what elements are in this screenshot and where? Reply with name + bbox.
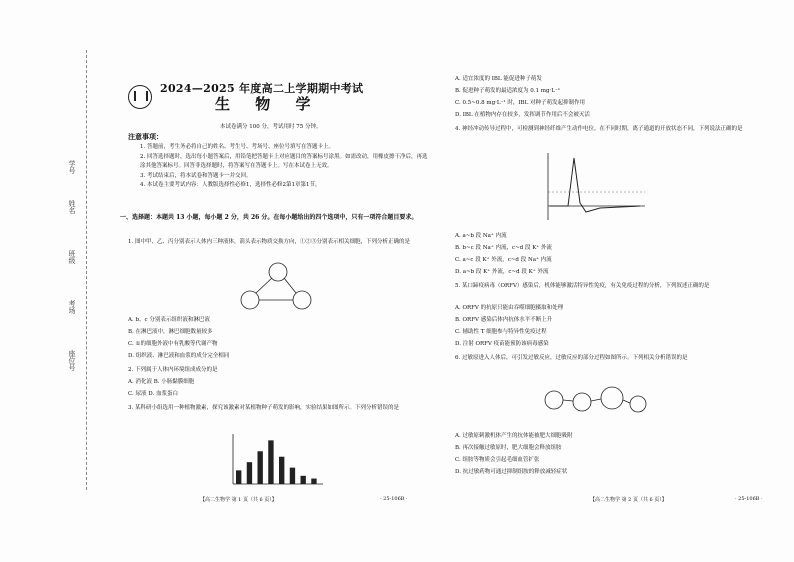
- binding-label: 学号: [68, 160, 76, 174]
- chart-bar: [268, 440, 273, 484]
- question-line: D. 抗过敏药物可通过抑制组胺的释放减轻症状: [455, 469, 568, 475]
- question-line: A. ORFV 的抗原只能由吞噬细胞摄取和处理: [455, 305, 564, 311]
- binding-dash-line: [86, 50, 87, 490]
- question-line: 4. 神经冲动传导过程中，可检测到神经纤维产生动作电位。在不同时期，离子通道的开放状态不同，下列说法正确的是: [455, 126, 743, 132]
- question-line: 5. 某口蹄疫病毒（ORFV）感染后，机体能够激活特异性免疫，有关免疫过程的分析，下列叙述正确的是: [455, 283, 710, 289]
- question-line: 1. 图中甲、乙、丙分别表示人体内三种液体，箭头表示物质交换方向，①②③分别表示相关细胞，下列分析正确的是: [128, 239, 410, 245]
- diagram-arrow: [256, 278, 272, 293]
- allergy-diagram: [540, 372, 650, 427]
- question-line: 6. 过敏原进入人体后，可引发过敏反应，过敏反应的部分过程如图所示。下列相关分析错误的是: [455, 355, 688, 361]
- question-line: B. b~c 段 Na⁺ 内流，c~d 段 K⁺ 外流: [455, 245, 552, 251]
- diagram-arrow: [591, 399, 601, 401]
- question-line: B. 促进种子萌发的最适浓度为 0.1 mg·L⁻¹: [455, 88, 561, 94]
- question-line: A. a~b 段 Na⁺ 内流: [455, 233, 507, 239]
- note-item: 2. 回答选择题时，选出每小题答案后，用铅笔把答题卡上对应题目的答案标号涂黑。如需改动，用橡皮擦干净后，再选涂其他答案标号。回答非选择题时，将答案写在答题卡上。写在本试卷上无效。: [140, 153, 428, 169]
- notes-list: [140, 143, 430, 191]
- chart-bar: [236, 470, 241, 484]
- diagram-cell: [545, 391, 563, 409]
- diagram-cell: [630, 396, 646, 412]
- action-potential-graph: [540, 148, 650, 228]
- diagram-arrow: [563, 400, 573, 401]
- binding-label: 考场: [68, 300, 76, 314]
- footer-right: 【高二生物学 第 2 页（共 6 页）】: [590, 497, 667, 503]
- footer-right-code: · 25-106B ·: [735, 496, 763, 502]
- diagram-cell: [573, 393, 591, 411]
- exam-subject: 生 物 学: [215, 95, 321, 113]
- question-line: A. 适宜浓度的 IBL 能促进种子萌发: [455, 76, 542, 82]
- binding-label: 座位号: [68, 350, 76, 371]
- question-line: A. b、c 分别表示组织液和淋巴液: [128, 317, 210, 323]
- chart-bar: [290, 468, 295, 484]
- exam-title: 2024—2025 年度高二上学期期中考试: [160, 82, 364, 95]
- question-line: C. ①的细胞外液中有乳酸等代谢产物: [128, 341, 218, 347]
- note-item: 4. 本试卷主要考试内容：人教版选择性必修1，选择性必修2第1章第1节。: [140, 182, 321, 188]
- footer-left-code: · 25-106B ·: [380, 496, 408, 502]
- fluid-exchange-diagram: [230, 262, 320, 314]
- diagram-node: [293, 291, 311, 309]
- chart-bar: [258, 451, 263, 484]
- question-line: C. 尿液 D. 血浆蛋白: [128, 391, 178, 397]
- note-item: 1. 答题前，考生务必将自己的姓名、考生号、考场号、座位号填写在答题卡上。: [140, 144, 334, 150]
- binding-label: 姓名: [68, 200, 76, 214]
- exam-meta: 本试卷满分 100 分，考试用时 75 分钟。: [220, 124, 322, 130]
- question-line: C. 辅助性 T 细胞参与特异性免疫过程: [455, 329, 547, 335]
- chart-bar: [279, 457, 284, 484]
- question-line: B. ORFV 感染后体内抗体水平不断上升: [455, 317, 553, 323]
- diagram-arrow: [284, 278, 296, 293]
- question-line: 3. 某科研小组选用一种植物激素，探究该激素对某植物种子萌发的影响，实验结果如图所示。下列分析错误的是: [128, 405, 399, 411]
- diagram-node: [241, 291, 259, 309]
- diagram-arrow: [623, 400, 630, 403]
- chart-bar: [301, 476, 306, 484]
- question-line: C. 0.5~0.8 mg·L⁻¹ 时，IBL 对种子萌发起抑制作用: [455, 100, 585, 106]
- question-line: A. 过敏原刺激机体产生的抗体能被肥大细胞吸附: [455, 433, 573, 439]
- question-line: 2. 下列属于人体内环境组成成分的是: [128, 367, 218, 373]
- footer-left: 【高二生物学 第 1 页（共 6 页）】: [200, 497, 277, 503]
- chart-bar: [311, 479, 316, 484]
- question-line: C. a~c 段 K⁺ 外流，c~d 段 Na⁺ 内流: [455, 257, 552, 263]
- graph-curve: [550, 158, 640, 212]
- note-item: 3. 考试结束后，将本试卷和答题卡一并交回。: [140, 172, 252, 179]
- question-line: C. 组胺等物质会引起毛细血管扩张: [455, 457, 540, 463]
- question-line: D. 注射 ORFV 疫苗能预防该病毒感染: [455, 341, 549, 347]
- school-logo-icon: [128, 85, 152, 109]
- diagram-cell: [601, 387, 623, 409]
- chart-bar: [247, 462, 252, 484]
- section-heading: 一、选择题：本题共 13 小题，每小题 2 分，共 26 分。在每小题给出的四个选项中，只有一项符合题目要求。: [120, 214, 418, 221]
- notes-heading: 注意事项：: [128, 132, 163, 141]
- bar-chart: [225, 432, 325, 490]
- question-line: B. 再次接触过敏原时，肥大细胞会释放组胺: [455, 445, 562, 451]
- question-line: D. IBL 在植物内存在较多，发挥调节作用后不会被灭活: [455, 112, 590, 118]
- question-line: D. a~b 段 K⁺ 外流，c~d 段 K⁺ 外流: [455, 269, 549, 275]
- binding-label: 班级: [68, 250, 76, 264]
- question-line: D. 组织液、淋巴液和血浆的成分完全相同: [128, 353, 230, 359]
- question-line: A. 消化液 B. 小肠黏膜细胞: [128, 379, 195, 385]
- question-line: B. 在淋巴液中，淋巴细胞数量较多: [128, 329, 213, 335]
